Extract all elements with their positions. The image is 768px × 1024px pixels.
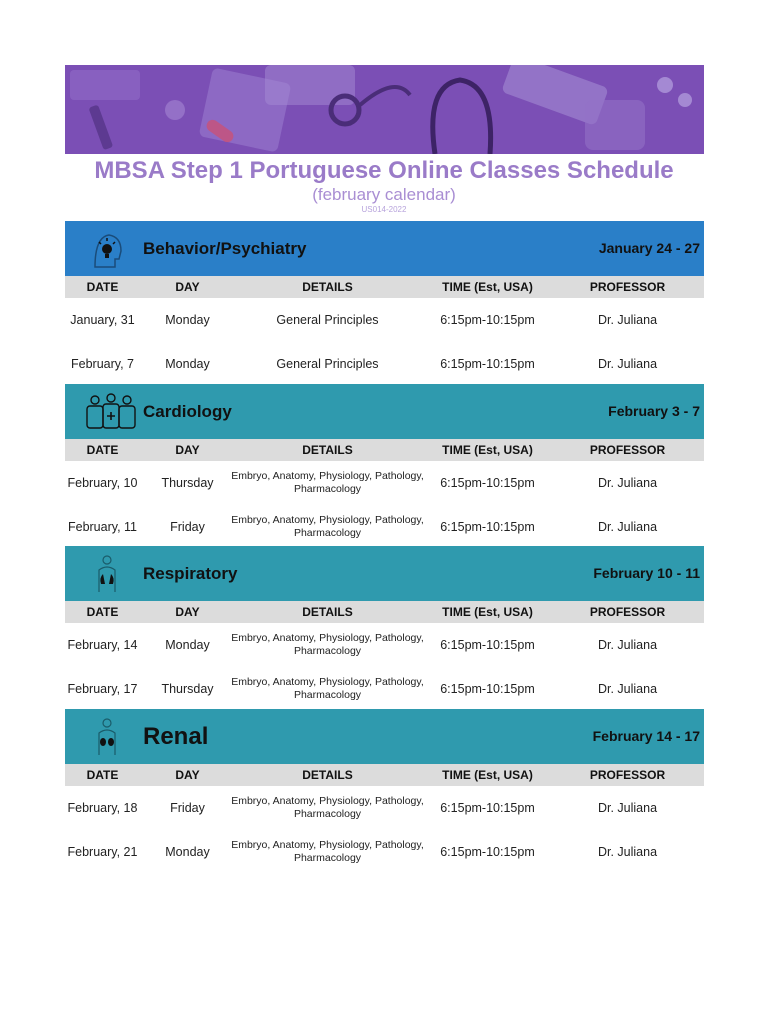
row-date: February, 7 — [71, 357, 134, 371]
section-header — [65, 221, 704, 276]
table-row — [65, 786, 704, 830]
col-professor: PROFESSOR — [589, 443, 666, 457]
row-day: Thursday — [161, 682, 214, 696]
col-date: DATE — [86, 280, 119, 294]
row-day: Monday — [165, 638, 210, 652]
row-date: February, 17 — [67, 682, 138, 696]
col-time: TIME (Est, USA) — [442, 768, 533, 782]
row-time: 6:15pm-10:15pm — [440, 520, 535, 534]
section-date-range: February 3 - 7 — [608, 403, 700, 419]
table-row — [65, 342, 704, 386]
row-professor: Dr. Juliana — [597, 682, 658, 696]
section-title: Cardiology — [143, 402, 232, 421]
table-row — [65, 461, 704, 505]
col-date: DATE — [86, 768, 119, 782]
row-date: February, 14 — [67, 638, 138, 652]
column-headers — [65, 276, 704, 298]
column-headers — [65, 439, 704, 461]
section-header — [65, 709, 704, 764]
section-header — [65, 384, 704, 439]
row-date: January, 31 — [70, 313, 135, 327]
column-headers — [65, 764, 704, 786]
row-time: 6:15pm-10:15pm — [440, 476, 535, 490]
section-title: Respiratory — [143, 564, 238, 583]
table-row — [65, 830, 704, 874]
row-details: Embryo, Anatomy, Physiology, Pathology, Pharmacology — [231, 470, 424, 495]
col-day: DAY — [175, 605, 200, 619]
col-date: DATE — [86, 605, 119, 619]
lungs-body-icon — [85, 554, 129, 594]
col-day: DAY — [175, 280, 200, 294]
section-behavior-psychiatry — [65, 221, 704, 386]
section-date-range: February 14 - 17 — [592, 728, 700, 744]
row-details: Embryo, Anatomy, Physiology, Pathology, Pharmacology — [231, 514, 424, 539]
row-professor: Dr. Juliana — [597, 801, 658, 815]
row-time: 6:15pm-10:15pm — [440, 801, 535, 815]
row-professor: Dr. Juliana — [597, 357, 658, 371]
row-professor: Dr. Juliana — [597, 520, 658, 534]
table-row — [65, 298, 704, 342]
row-professor: Dr. Juliana — [597, 638, 658, 652]
col-professor: PROFESSOR — [589, 280, 666, 294]
row-date: February, 21 — [67, 845, 138, 859]
column-headers — [65, 601, 704, 623]
col-professor: PROFESSOR — [589, 768, 666, 782]
col-day: DAY — [175, 768, 200, 782]
row-time: 6:15pm-10:15pm — [440, 682, 535, 696]
row-professor: Dr. Juliana — [597, 313, 658, 327]
row-time: 6:15pm-10:15pm — [440, 357, 535, 371]
section-cardiology — [65, 384, 704, 549]
row-time: 6:15pm-10:15pm — [440, 638, 535, 652]
col-time: TIME (Est, USA) — [442, 443, 533, 457]
row-details: Embryo, Anatomy, Physiology, Pathology, Pharmacology — [231, 839, 424, 864]
row-date: February, 18 — [67, 801, 138, 815]
col-time: TIME (Est, USA) — [442, 280, 533, 294]
lightbulb-head-icon — [85, 229, 129, 269]
document-code: US014-2022 — [361, 205, 407, 214]
section-date-range: January 24 - 27 — [598, 240, 700, 256]
col-details: DETAILS — [302, 443, 353, 457]
row-professor: Dr. Juliana — [597, 476, 658, 490]
section-header — [65, 546, 704, 601]
row-details: Embryo, Anatomy, Physiology, Pathology, Pharmacology — [231, 632, 424, 657]
table-row — [65, 667, 704, 711]
row-details: Embryo, Anatomy, Physiology, Pathology, Pharmacology — [231, 676, 424, 701]
col-professor: PROFESSOR — [589, 605, 666, 619]
col-details: DETAILS — [302, 280, 353, 294]
row-details: General Principles — [276, 313, 379, 327]
page-title: MBSA Step 1 Portuguese Online Classes Schedule — [94, 157, 674, 184]
row-date: February, 11 — [67, 520, 137, 534]
page-subtitle: (february calendar) — [312, 185, 456, 204]
row-day: Monday — [165, 845, 210, 859]
kidneys-body-icon — [85, 717, 129, 757]
row-time: 6:15pm-10:15pm — [440, 845, 535, 859]
col-day: DAY — [175, 443, 200, 457]
row-day: Friday — [170, 520, 205, 534]
col-date: DATE — [86, 443, 119, 457]
col-details: DETAILS — [302, 605, 353, 619]
row-time: 6:15pm-10:15pm — [440, 313, 535, 327]
medical-supplies-illustration — [65, 65, 704, 154]
col-time: TIME (Est, USA) — [442, 605, 533, 619]
section-renal — [65, 709, 704, 874]
row-day: Monday — [165, 357, 210, 371]
row-day: Thursday — [161, 476, 214, 490]
table-row — [65, 623, 704, 667]
table-row — [65, 505, 704, 549]
section-title: Behavior/Psychiatry — [143, 239, 307, 258]
row-details: Embryo, Anatomy, Physiology, Pathology, Pharmacology — [231, 795, 424, 820]
section-date-range: February 10 - 11 — [593, 565, 700, 581]
header-banner — [65, 65, 704, 154]
col-details: DETAILS — [302, 768, 353, 782]
row-details: General Principles — [276, 357, 379, 371]
row-professor: Dr. Juliana — [597, 845, 658, 859]
row-date: February, 10 — [67, 476, 138, 490]
medical-team-icon — [85, 392, 129, 432]
section-respiratory — [65, 546, 704, 711]
section-title: Renal — [143, 723, 209, 750]
row-day: Friday — [170, 801, 205, 815]
row-day: Monday — [165, 313, 210, 327]
